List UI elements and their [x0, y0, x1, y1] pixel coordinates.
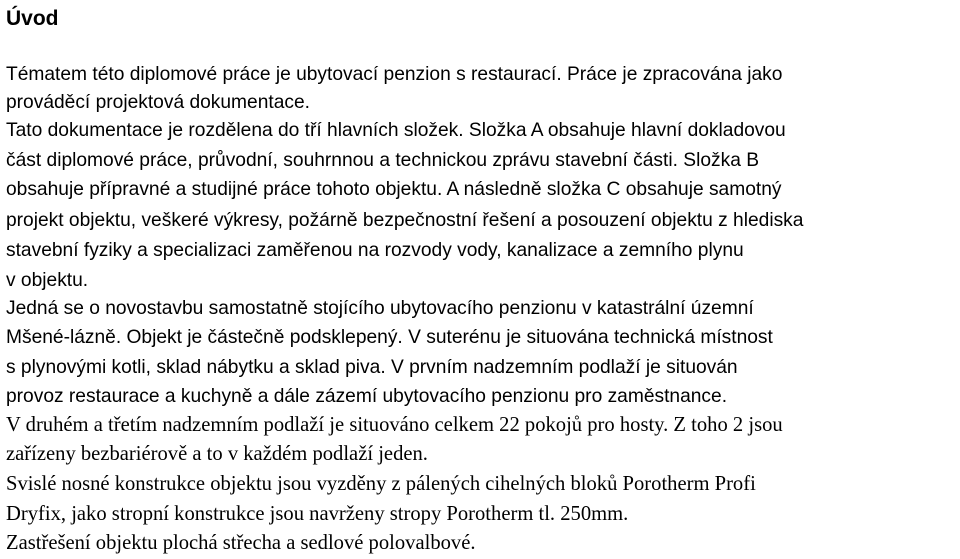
paragraph-line: V druhém a třetím nadzemním podlaží je situováno celkem 22 pokojů pro hosty. Z toho 2 jsou	[6, 414, 783, 436]
paragraph-line: Svislé nosné konstrukce objektu jsou vyzděny z pálených cihelných bloků Porotherm Profi	[6, 473, 756, 495]
paragraph-line: Zastřešení objektu plochá střecha a sedlové polovalbové.	[6, 532, 476, 554]
paragraph-line: Tématem této diplomové práce je ubytovací penzion s restaurací. Práce je zpracována jako	[6, 64, 783, 85]
paragraph-line: Tato dokumentace je rozdělena do tří hlavních složek. Složka A obsahuje hlavní dokladovou	[6, 120, 786, 141]
paragraph-line: v objektu.	[6, 270, 89, 291]
paragraph-line: stavební fyziky a specializaci zaměřenou na rozvody vody, kanalizace a zemního plynu	[6, 240, 744, 261]
paragraph-line: Dryfix, jako stropní konstrukce jsou navrženy stropy Porotherm tl. 250mm.	[6, 503, 629, 525]
paragraph-line: projekt objektu, veškeré výkresy, požárně bezpečnostní řešení a posouzení objektu z hlediska	[6, 210, 804, 231]
paragraph-line: část diplomové práce, průvodní, souhrnnou a technickou zprávu stavební části. Složka B	[6, 150, 759, 171]
paragraph-line: Mšené-lázně. Objekt je částečně podsklepený. V suterénu je situována technická místnost	[6, 327, 773, 348]
paragraph-line: prováděcí projektová dokumentace.	[6, 92, 310, 113]
paragraph-line: Jedná se o novostavbu samostatně stojícího ubytovacího penzionu v katastrální územní	[6, 298, 754, 319]
page-heading: Úvod	[6, 7, 59, 30]
paragraph-line: obsahuje přípravné a studijné práce tohoto objektu. A následně složka C obsahuje samotný	[6, 179, 782, 200]
paragraph-line: s plynovými kotli, sklad nábytku a sklad piva. V prvním nadzemním podlaží je situován	[6, 357, 738, 378]
paragraph-line: zařízeny bezbariérově a to v každém podlaží jeden.	[6, 443, 428, 465]
paragraph-line: provoz restaurace a kuchyně a dále zázemí ubytovacího penzionu pro zaměstnance.	[6, 386, 728, 407]
